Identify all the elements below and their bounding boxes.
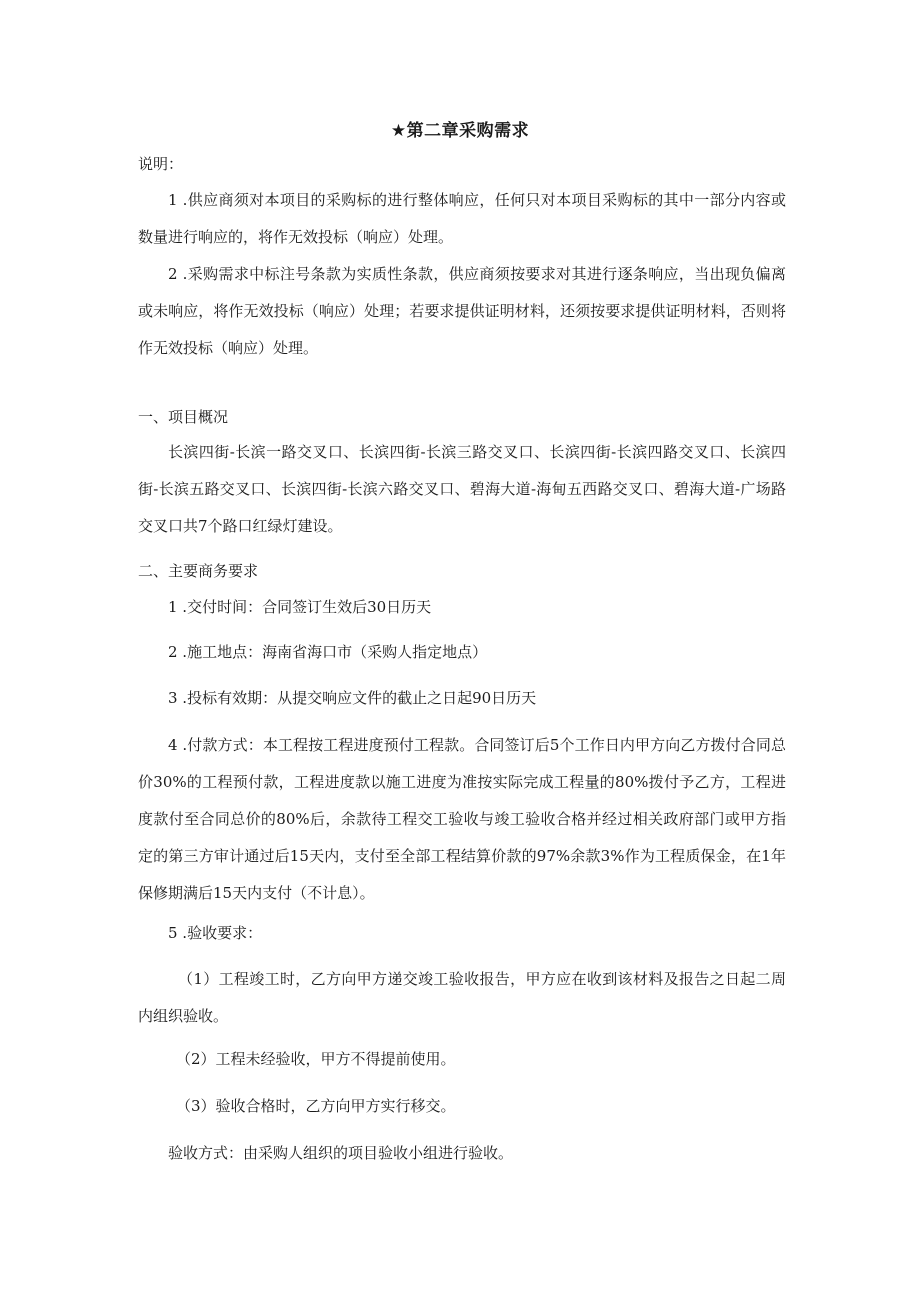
acceptance-sub-3: （3）验收合格时，乙方向甲方实行移交。	[176, 1097, 456, 1115]
business-item-1: 1 .交付时间：合同签订生效后30日历天	[168, 598, 432, 616]
business-item-5: 5 .验收要求：	[168, 924, 263, 942]
note-paragraph-2: 2 .采购需求中标注号条款为实质性条款，供应商须按要求对其进行逐条响应，当出现负偏离或未响应，将作无效投标（响应）处理；若要求提供证明材料，还须按要求提供证明材料，否则将作无效投标（响应）处理。	[138, 265, 786, 357]
section-1-heading: 一、项目概况	[138, 408, 229, 426]
business-item-2: 2 .施工地点：海南省海口市（采购人指定地点）	[168, 643, 488, 661]
business-item-4: 4 .付款方式：本工程按工程进度预付工程款。合同签订后5个工作日内甲方向乙方拨付合同总价30%的工程预付款，工程进度款以施工进度为准按实际完成工程量的80%拨付予乙方，工程进度款付至合同总价的80%后，余款待工程交工验收与竣工验收合格并经过相关政府部门或甲方指定的第三方审计通过后15天内，支付至全部工程结算价款的97%余款3%作为工程质保金，在1年保修期满后15天内支付（不计息）。	[138, 736, 786, 902]
business-item-3: 3 .投标有效期：从提交响应文件的截止之日起90日历天	[168, 689, 537, 707]
acceptance-sub-1: （1）工程竣工时，乙方向甲方递交竣工验收报告，甲方应在收到该材料及报告之日起二周内组织验收。	[138, 970, 786, 1025]
acceptance-sub-2: （2）工程未经验收，甲方不得提前使用。	[176, 1050, 456, 1068]
acceptance-method: 验收方式：由采购人组织的项目验收小组进行验收。	[168, 1144, 514, 1162]
section-2-heading: 二、主要商务要求	[138, 562, 259, 580]
note-paragraph-1: 1 .供应商须对本项目的采购标的进行整体响应，任何只对本项目采购标的其中一部分内容或数量进行响应的，将作无效投标（响应）处理。	[138, 191, 786, 246]
chapter-title: ★第二章采购需求	[390, 121, 530, 141]
section-1-body: 长滨四街-长滨一路交叉口、长滨四街-长滨三路交叉口、长滨四街-长滨四路交叉口、长滨四街-长滨五路交叉口、长滨四街-长滨六路交叉口、碧海大道-海甸五西路交叉口、碧海大道-广场路交叉口共7个路口红绿灯建设。	[138, 443, 786, 535]
note-label: 说明：	[138, 155, 184, 173]
